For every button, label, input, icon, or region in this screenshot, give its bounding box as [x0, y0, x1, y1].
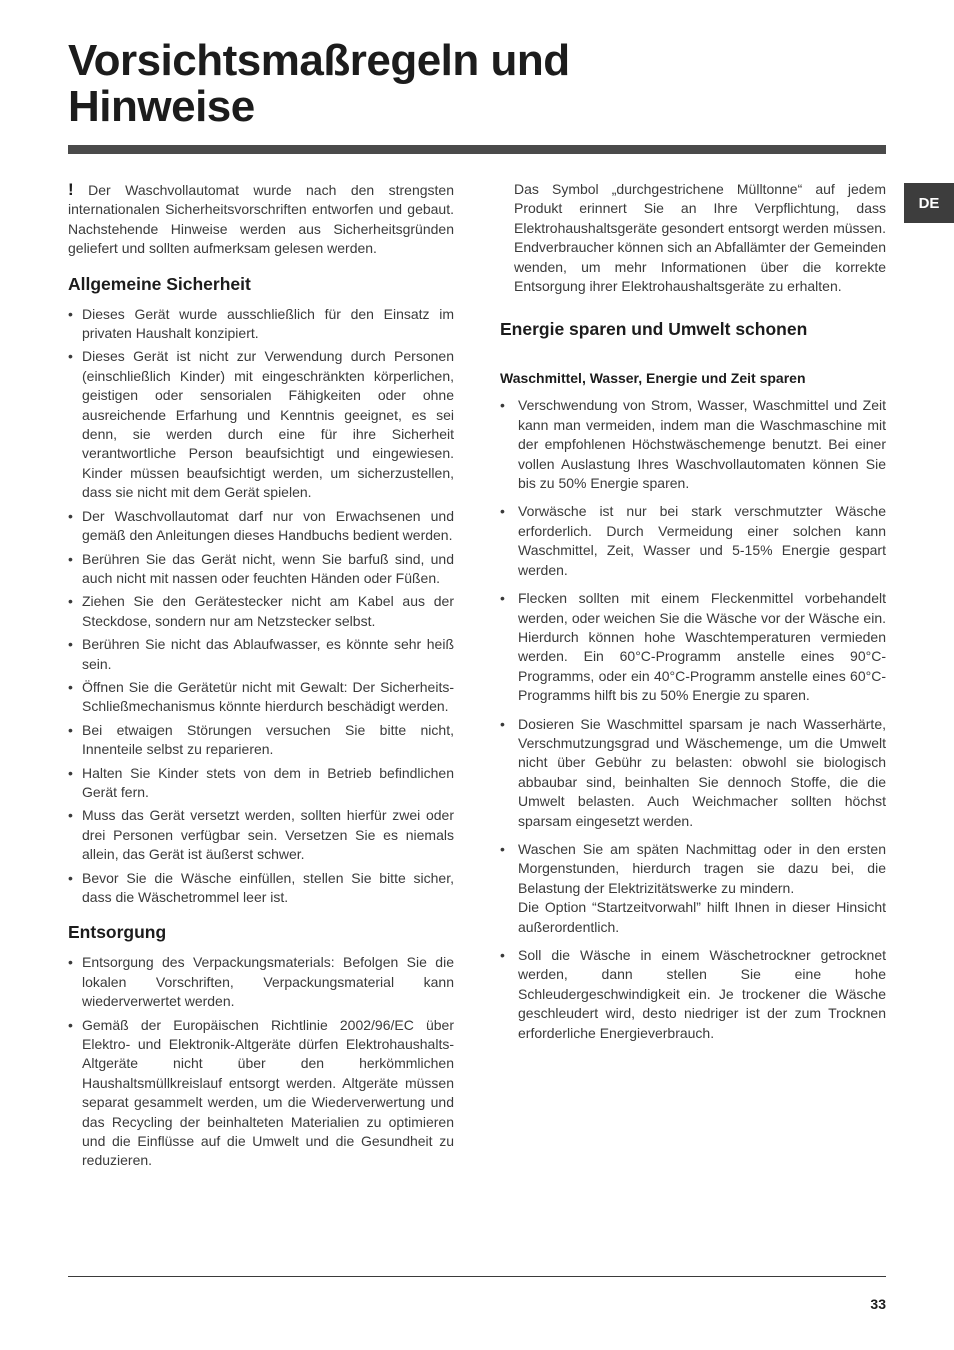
startzeitvorwahl-note: Die Option “Startzeitvorwahl” hilft Ihnen in dieser Hinsicht außerordentlich. [518, 899, 886, 935]
list-item: • Gemäß der Europäischen Richtlinie 2002/96/EC über Elektro- und Elektronik-Altgeräte dürfen Elektrohaushalts-Altgeräte nicht über den herkömmlichen Haushaltsmüllkreislauf entsorgt werden. Altgeräte müssen separat gesammelt werden, um die Wiederverwertung und das Recycling der beinhalteten Materialien zu optimieren und die Einflüsse auf die Umwelt und die Gesundheit zu reduzieren. [68, 1016, 454, 1171]
list-item: • Muss das Gerät versetzt werden, sollten hierfür zwei oder drei Personen verfügbar sein. Versetzen Sie es niemals allein, das Gerät ist äußerst schwer. [68, 806, 454, 864]
list-item [500, 840, 886, 937]
warning-mark: ! [68, 180, 74, 199]
page-title: Vorsichtsmaßregeln und Hinweise [68, 36, 570, 131]
list-item: • Bevor Sie die Wäsche einfüllen, stellen Sie bitte sicher, dass die Wäschetrommel leer ist. [68, 869, 454, 908]
list-item: • Vorwäsche ist nur bei stark verschmutzter Wäsche erforderlich. Durch Vermeidung einer solchen kann Waschmittel, Zeit, Wasser und 5-15% Energie gespart werden. [500, 502, 886, 580]
heading-energie-sparen: Energie sparen und Umwelt schonen [500, 319, 808, 340]
list-item: • Entsorgung des Verpackungsmaterials: Befolgen Sie die lokalen Vorschriften, Verpackungsmaterial kann wiederverwertet werden. [68, 953, 454, 1011]
entsorgung-continued: Das Symbol „durchgestrichene Mülltonne“ auf jedem Produkt erinnert Sie an Ihre Verpflichtung, dass Elektrohaushaltsgeräte gesondert entsorgt werden müssen. Endverbraucher können sich an Abfallämter der Gemeinden wenden, um mehr Informationen über die korrekte Entsorgung ihrer Elektrohaushaltsgeräte zu erhalten. [514, 181, 886, 295]
list-item: • Berühren Sie nicht das Ablaufwasser, es könnte sehr heiß sein. [68, 635, 454, 674]
list-item-text: Waschen Sie am späten Nachmittag oder in den ersten Morgenstunden, hierdurch tragen sie dazu bei, die Belastung der Elektrizitätswerke zu mindern. [518, 840, 886, 896]
intro-paragraph [68, 180, 454, 259]
language-tab: DE [904, 183, 954, 223]
intro-text: Der Waschvollautomat wurde nach den strengsten internationalen Sicherheitsvorschriften entworfen und gebaut. Nachstehende Hinweise werden aus Sicherheitsgründen geliefert und sollten aufmerksam gelesen werden. [68, 182, 454, 257]
list-item: • Dosieren Sie Waschmittel sparsam je nach Wasserhärte, Verschmutzungsgrad und Wäschemenge, um die Umwelt nicht über Gebühr zu belasten: obwohl sie biologisch abbaubar sind, beinhalten Sie dennoch Stoffe, die die Umwelt belasten. Auch Weichmacher sollten höchst sparsam eingesetzt werden. [500, 715, 886, 831]
allgemeine-list [68, 305, 454, 908]
entsorgung-list [68, 953, 454, 1170]
energie-list [500, 396, 886, 1043]
list-item: • Dieses Gerät ist nicht zur Verwendung durch Personen (einschließlich Kinder) mit eingeschränkten körperlichen, geistigen oder sensorialen Fähigkeiten oder ohne ausreichende Erfarhung und Kenntnis geeignet, es sei denn, sie werden durch eine für ihre Sicherheit verantwortliche Person beaufsichtigt und eingewiesen. Kinder müssen beaufsichtigt werden, um sicherzustellen, dass sie nicht mit dem Gerät spielen. [68, 347, 454, 502]
subheading-waschmittel: Waschmittel, Wasser, Energie und Zeit sparen [500, 370, 806, 387]
right-column [500, 180, 886, 1052]
list-item: • Berühren Sie das Gerät nicht, wenn Sie barfuß sind, und auch nicht mit nassen oder feuchten Händen oder Füßen. [68, 550, 454, 589]
heading-allgemeine-sicherheit: Allgemeine Sicherheit [68, 273, 251, 294]
heading-entsorgung: Entsorgung [68, 922, 167, 943]
title-rule [68, 145, 886, 154]
list-item: • Halten Sie Kinder stets von dem in Betrieb befindlichen Gerät fern. [68, 764, 454, 803]
list-item: • Dieses Gerät wurde ausschließlich für den Einsatz im privaten Haushalt konzipiert. [68, 305, 454, 344]
page-number: 33 [870, 1296, 886, 1312]
list-item: • Soll die Wäsche in einem Wäschetrockner getrocknet werden, dann stellen Sie eine hohe Schleudergeschwindigkeit ein. Je trockener die Wäsche geschleudert wird, desto niedriger ist der zum Trocknen erforderliche Energieverbrauch. [500, 946, 886, 1043]
list-item: • Der Waschvollautomat darf nur von Erwachsenen und gemäß den Anleitungen dieses Handbuchs bedient werden. [68, 507, 454, 546]
list-item: • Flecken sollten mit einem Fleckenmittel vorbehandelt werden, oder weichen Sie die Wäsche vor der Wäsche ein. Hierdurch können hohe Waschtemperaturen vermieden werden. Ein 60°C-Programm anstelle eines 90°C-Programms, oder ein 40°C-Programm anstelle eines 60°C-Programms hilft bis zu 50% Energie zu sparen. [500, 589, 886, 705]
list-item: • Öffnen Sie die Gerätetür nicht mit Gewalt: Der Sicherheits-Schließmechanismus könnte hierdurch beschädigt werden. [68, 678, 454, 717]
left-column [68, 180, 454, 1175]
list-item: • Bei etwaigen Störungen versuchen Sie bitte nicht, Innenteile selbst zu reparieren. [68, 721, 454, 760]
list-item: • Ziehen Sie den Gerätestecker nicht am Kabel aus der Steckdose, sondern nur am Netzstecker selbst. [68, 592, 454, 631]
list-item: • Verschwendung von Strom, Wasser, Waschmittel und Zeit kann man vermeiden, indem man die Waschmaschine mit der empfohlenen Höchstwäschemenge benutzt. Bei einer vollen Auslastung Ihres Waschvollautomaten können Sie bis zu 50% Energie sparen. [500, 396, 886, 493]
footer-rule [68, 1276, 886, 1277]
